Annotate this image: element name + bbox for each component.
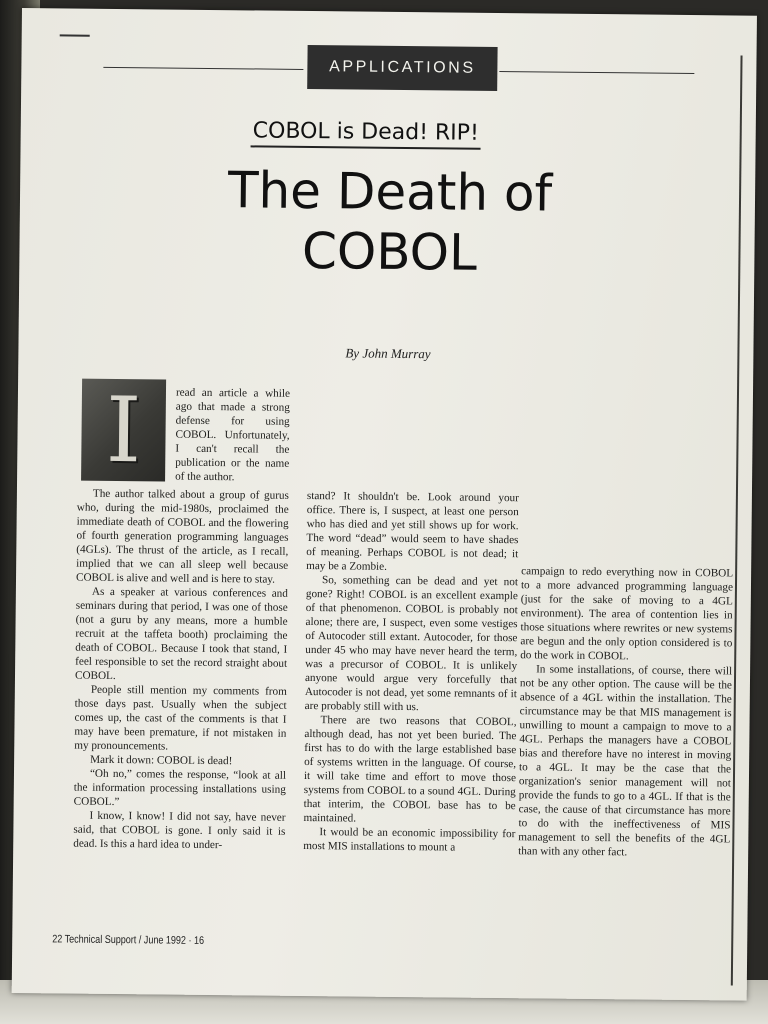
column-1	[73, 487, 289, 853]
paragraph: “Oh no,” comes the response, “look at all the information processing installations using COBOL.”	[73, 767, 287, 809]
paragraph: People still mention my comments from those days past. Usually when the subject comes up, the cast of the comments is that I may have been premature, if not mistaken in my pronouncements.	[74, 683, 287, 753]
column-2	[303, 489, 519, 855]
paragraph: Mark it down: COBOL is dead!	[90, 753, 233, 768]
article-byline: By John Murray	[345, 345, 431, 362]
page-footer: 22 Technical Support / June 1992 · 16	[52, 933, 205, 947]
column-3	[518, 564, 733, 860]
drop-cap: I	[81, 379, 166, 482]
paragraph: As a speaker at various conferences and seminars during that period, I was one of those (not a guru by any means, more a humble recruit at the taffeta booth) proclaiming the death of COBOL. Because I took that stand, I feel responsible to set the record straight about COBOL.	[74, 585, 288, 683]
paragraph: It would be an economic impossibility for most MIS installations to mount a	[303, 826, 516, 854]
paragraph: campaign to redo everything now in COBOL to a more advanced programming language (just for the sake of moving to a 4GL environment). The area of contention lies in those situations where rewrites or new systems are begun and the only option considered is to do the work in COBOL.	[520, 565, 734, 663]
intro-text: read an article a while ago that made a strong defense for using COBOL. Unfortunately, I can't recall the publication or the name of the author.	[175, 386, 291, 484]
paragraph: In some installations, of course, there will not be any other option. The cause will be the absence of a 4GL within the installation. The circumstance may be that MIS management is unwilling to mount a campaign to move to a 4GL. Perhaps the managers have a COBOL bias and therefore have no interest in moving to a 4GL. It may be the case that the organization's senior management will not provide the funds to go to a 4GL. If that is the case, the cause of that circumstance has more to do with the ineffectiveness of MIS management to sell the benefits of the 4GL than with any other fact.	[518, 663, 733, 859]
paragraph: So, something can be dead and yet not gone? Right! COBOL is an excellent example of that phenomenon. COBOL is probably not alone; there are, I suspect, even some vestiges of Autocoder still extant. Autocoder, for those under 45 who may have never heard the term, was a precursor of COBOL. It is unlikely anyone would argue very forcefully that Autocoder is not dead, yet some remnants of it are probably still with us.	[304, 574, 519, 714]
article-kicker: COBOL is Dead! RIP!	[251, 118, 481, 149]
section-rule-right	[499, 71, 694, 74]
magazine-page	[12, 8, 757, 1001]
paragraph: I know, I know! I did not say, have never said, that COBOL is gone. I only said it is dead. Is this a hard idea to under-	[73, 809, 286, 852]
page-edge	[731, 56, 743, 986]
section-label: APPLICATIONS	[307, 45, 497, 91]
article-title: The Death of COBOL	[227, 161, 553, 282]
intro-paragraph	[175, 386, 290, 485]
paragraph: The author talked about a group of gurus who, during the mid-1980s, proclaimed the immediate death of COBOL and the flowering of fourth generation programming languages (4GLs). The thrust of the article, as I recall, implied that we can all sleep well because COBOL is alive and well and is here to stay.	[75, 487, 289, 586]
paragraph: stand? It shouldn't be. Look around your office. There is, I suspect, at least one person who has died and yet still shows up for work. The word “dead” would seem to have shades of meaning. Perhaps COBOL is not dead; it may be a Zombie.	[306, 490, 519, 573]
corner-mark	[60, 34, 90, 36]
section-rule-left	[103, 67, 303, 70]
paragraph: There are two reasons that COBOL, although dead, has not yet been buried. The first has to do with the large established base of systems written in the language. Of course, it will take time and effort to move those systems from COBOL to a sound 4GL. During that interim, the COBOL base has to be maintained.	[303, 714, 517, 825]
